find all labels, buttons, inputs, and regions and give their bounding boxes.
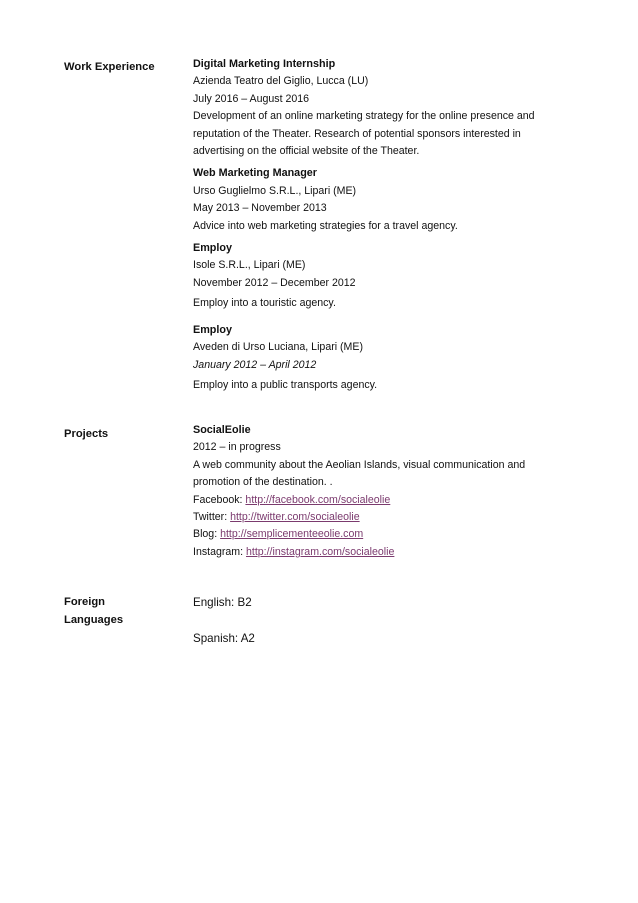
work-experience-heading: Work Experience xyxy=(64,61,155,73)
link-label: Blog: xyxy=(193,528,221,541)
job-entry xyxy=(193,56,593,160)
facebook-link[interactable]: http://facebook.com/socialeolie xyxy=(245,493,391,506)
project-description: A web community about the Aeolian Islands, visual communication and promotion of the destination. . xyxy=(193,458,526,489)
work-experience-content xyxy=(193,56,593,394)
language-item: English: B2 xyxy=(193,596,252,609)
job-entry xyxy=(193,240,593,313)
job-dates: May 2013 – November 2013 xyxy=(193,202,327,215)
job-title: Employ xyxy=(193,242,232,255)
instagram-link[interactable]: http://instagram.com/socialeolie xyxy=(246,545,395,558)
link-label: Facebook: xyxy=(193,493,246,506)
twitter-link[interactable]: http://twitter.com/socialeolie xyxy=(230,511,360,524)
job-company: Aveden di Urso Luciana, Lipari (ME) xyxy=(193,341,363,354)
project-link-instagram xyxy=(193,544,593,561)
job-company: Azienda Teatro del Giglio, Lucca (LU) xyxy=(193,75,369,88)
job-description: Advice into web marketing strategies for a travel agency. xyxy=(193,219,458,232)
project-link-blog xyxy=(193,526,593,543)
project-link-twitter xyxy=(193,509,593,526)
job-description: Employ into a public transports agency. xyxy=(193,378,378,391)
projects-content xyxy=(193,422,593,561)
languages-content xyxy=(193,594,593,648)
job-company: Urso Guglielmo S.R.L., Lipari (ME) xyxy=(193,184,357,197)
project-title: SocialEolie xyxy=(193,424,251,436)
job-title: Web Marketing Manager xyxy=(193,167,317,180)
job-entry xyxy=(193,322,593,395)
link-label: Instagram: xyxy=(193,545,246,558)
link-label: Twitter: xyxy=(193,511,231,524)
heading-line: Languages xyxy=(64,614,124,626)
projects-heading: Projects xyxy=(64,428,109,440)
blog-link[interactable]: http://semplicementeeolie.com xyxy=(220,528,364,541)
project-link-facebook xyxy=(193,492,593,509)
job-company: Isole S.R.L., Lipari (ME) xyxy=(193,259,306,272)
language-item: Spanish: A2 xyxy=(193,632,255,645)
job-description: Development of an online marketing strategy for the online presence and reputation of the Theater. Research of potential sponsors interested in advertising on the official website of the Theater. xyxy=(193,110,535,158)
job-dates: January 2012 – April 2012 xyxy=(193,358,317,371)
job-description: Employ into a touristic agency. xyxy=(193,297,336,310)
job-title: Digital Marketing Internship xyxy=(193,58,336,70)
job-entry xyxy=(193,165,593,235)
job-dates: November 2012 – December 2012 xyxy=(193,276,356,289)
project-dates: 2012 – in progress xyxy=(193,441,281,454)
heading-line: Foreign xyxy=(64,596,106,608)
foreign-languages-heading xyxy=(64,593,123,629)
job-dates: July 2016 – August 2016 xyxy=(193,92,310,105)
job-title: Employ xyxy=(193,323,232,336)
